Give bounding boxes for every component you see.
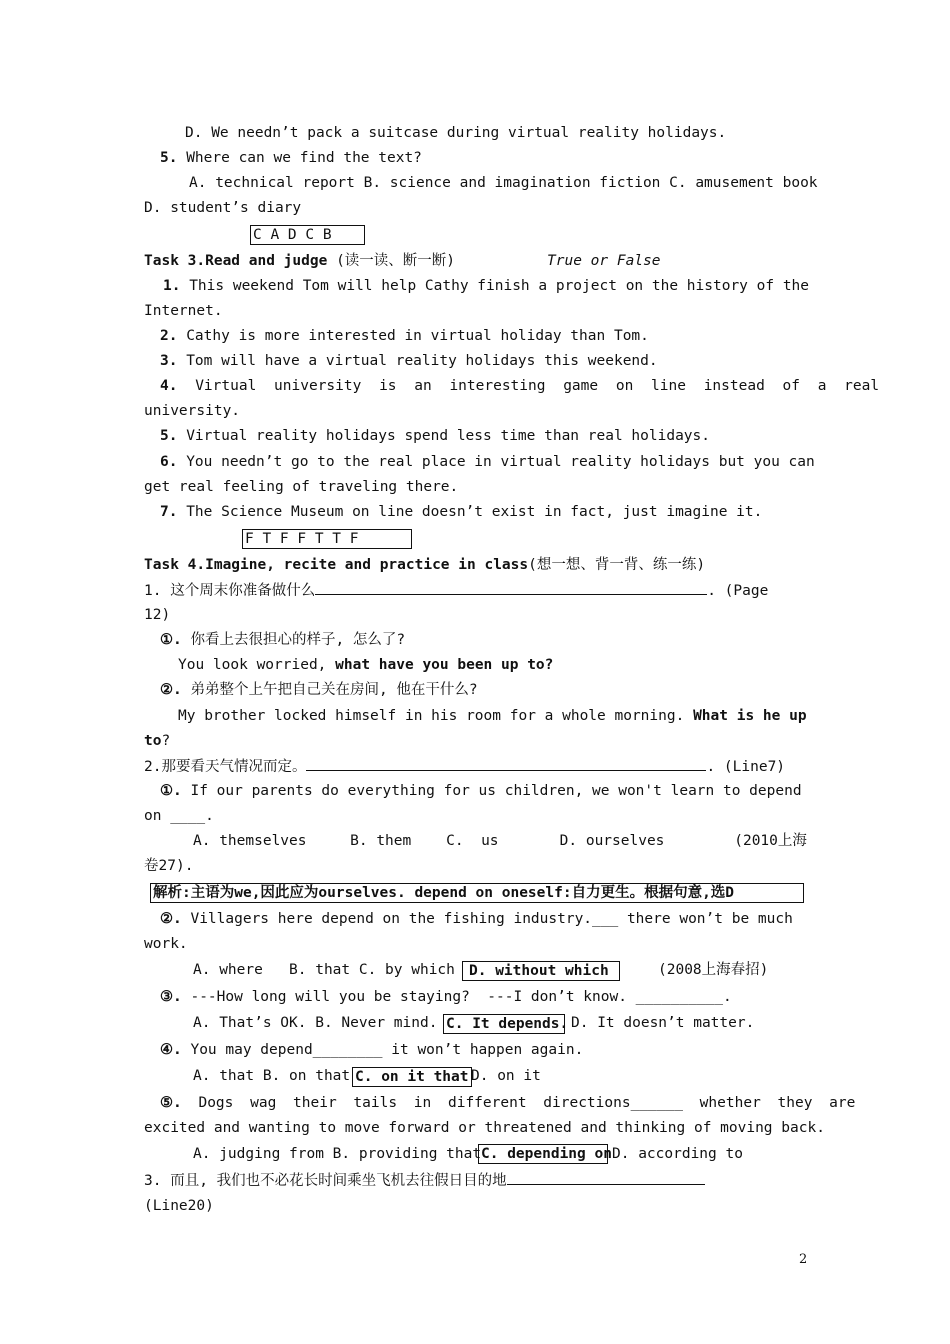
t3-item-4-cont: university. xyxy=(144,403,241,419)
s2-q5-line xyxy=(160,1093,855,1113)
s1-ex1-en-line xyxy=(178,655,553,675)
t3-item-1 xyxy=(163,276,809,296)
q5-option-d: D. student’s diary xyxy=(144,200,302,216)
t3-item-4-text: Virtual university is an interesting game on line instead of a real xyxy=(195,378,880,394)
t3-item-6 xyxy=(160,452,815,472)
s1-ex2-cn: 弟弟整个上午把自己关在房间, 他在干什么? xyxy=(190,682,478,698)
s2-q2-text: Villagers here depend on the fishing industry.___ there won’t be much xyxy=(190,911,793,927)
s2-q3-text: ---How long will you be staying? ---I don’t know. __________. xyxy=(190,989,732,1005)
t3-item-4 xyxy=(160,376,879,396)
s2-q4-answer: C. on it that xyxy=(352,1067,472,1087)
s1-prompt-line xyxy=(144,580,768,601)
s1-prompt: 1. 这个周末你准备做什么 xyxy=(144,583,316,599)
s2-q3-line xyxy=(160,987,732,1007)
s1-ex1-en-b: what have you been up to? xyxy=(335,657,554,673)
task4-title: Task 4.Imagine, recite and practice in class xyxy=(144,557,529,573)
s1-blank[interactable] xyxy=(315,580,707,595)
s3-blank[interactable] xyxy=(507,1170,705,1185)
t3-item-7-text: The Science Museum on line doesn’t exist in fact, just imagine it. xyxy=(186,504,763,520)
s3-ref: (Line20) xyxy=(144,1198,214,1214)
s2-analysis-box: 解析:主语为we,因此应为ourselves. depend on oneself:自力更生。根据句意,选D xyxy=(150,883,804,903)
s1-ex2-cn-line xyxy=(160,680,478,700)
s1-ex1-cn: 你看上去很担心的样子, 怎么了? xyxy=(190,632,406,648)
s1-ex2-en-b: What is he up xyxy=(693,708,807,724)
t3-item-1-cont: Internet. xyxy=(144,303,223,319)
t3-item-7 xyxy=(160,502,762,522)
s2-q1-line xyxy=(160,781,802,801)
s2-q4-options-a: A. that B. on that xyxy=(193,1068,351,1084)
s2-q1-options: A. themselves B. them C. us D. ourselves (2010上海 xyxy=(193,833,807,849)
s2-q5-text: Dogs wag their tails in different directions______ whether they are xyxy=(198,1095,856,1111)
t3-item-2 xyxy=(160,326,649,346)
s1-ex1-num: ①. xyxy=(160,632,182,648)
s2-q4-text: You may depend________ it won’t happen again. xyxy=(190,1042,584,1058)
task2-answer-box: C A D C B xyxy=(250,225,365,245)
t3-item-2-text: Cathy is more interested in virtual holiday than Tom. xyxy=(186,328,649,344)
task4-title-cn: (想一想、背一背、练一练) xyxy=(528,557,706,573)
s2-q2-line xyxy=(160,909,793,929)
t3-item-5-text: Virtual reality holidays spend less time than real holidays. xyxy=(186,428,710,444)
q5-options: A. technical report B. science and imagination fiction C. amusement book xyxy=(189,175,818,191)
s2-q1-num: ①. xyxy=(160,783,182,799)
q5-line xyxy=(160,148,422,168)
s2-q5-cont: excited and wanting to move forward or threatened and thinking of moving back. xyxy=(144,1120,825,1136)
s1-ex2-en-a: My brother locked himself in his room for a whole morning. xyxy=(178,708,685,724)
s1-ex2-num: ②. xyxy=(160,682,182,698)
t3-item-6-cont: get real feeling of traveling there. xyxy=(144,479,459,495)
s1-ex2-en-cont xyxy=(144,731,170,751)
s1-ref-cont: 12) xyxy=(144,607,171,623)
q5-number: 5. xyxy=(160,150,178,166)
task3-title: Task 3.Read and judge xyxy=(144,253,328,269)
t3-item-5-num: 5. xyxy=(160,428,178,444)
s2-q2-options-a: A. where B. that C. by which xyxy=(193,962,455,978)
q5-text: Where can we find the text? xyxy=(186,150,422,166)
s1-ex1-cn-line xyxy=(160,630,405,650)
s2-q2-answer: D. without which xyxy=(462,961,620,981)
task3-heading xyxy=(144,251,455,271)
t3-item-7-num: 7. xyxy=(160,504,178,520)
s2-q1-text: If our parents do everything for us children, we won't learn to depend xyxy=(190,783,802,799)
s1-ex2-en-c: to xyxy=(144,733,162,749)
s2-q5-num: ⑤. xyxy=(160,1095,182,1111)
s1-ex2-en-d: ? xyxy=(161,733,171,749)
s2-q4-options-d: D. on it xyxy=(471,1068,541,1084)
t3-item-1-num: 1. xyxy=(163,278,181,294)
t3-item-2-num: 2. xyxy=(160,328,178,344)
t3-item-6-num: 6. xyxy=(160,454,178,470)
s2-prompt: 2.那要看天气情况而定。 xyxy=(144,759,307,775)
s2-q1-source: 卷27). xyxy=(144,858,194,874)
s2-ref: . (Line7) xyxy=(706,759,786,775)
s2-q3-answer: C. It depends. xyxy=(443,1014,565,1034)
task3-title-cn: (读一读、断一断) xyxy=(336,253,456,269)
s2-prompt-line xyxy=(144,756,785,777)
t3-item-3-text: Tom will have a virtual reality holidays this weekend. xyxy=(186,353,658,369)
t3-item-1-text: This weekend Tom will help Cathy finish a project on the history of the xyxy=(189,278,810,294)
q4-option-d: D. We needn’t pack a suitcase during virtual reality holidays. xyxy=(185,125,727,141)
t3-item-3 xyxy=(160,351,658,371)
s2-q4-num: ④. xyxy=(160,1042,182,1058)
s2-q1-cont: on ____. xyxy=(144,808,214,824)
s2-q3-options-a: A. That’s OK. B. Never mind. xyxy=(193,1015,438,1031)
s3-prompt-line xyxy=(144,1170,705,1191)
s1-ex2-en-line xyxy=(178,706,807,726)
t3-item-5 xyxy=(160,426,710,446)
t3-item-3-num: 3. xyxy=(160,353,178,369)
s1-ex1-en-a: You look worried, xyxy=(178,657,327,673)
s2-q2-source: (2008上海春招) xyxy=(658,962,769,978)
s2-q3-options-d: D. It doesn’t matter. xyxy=(571,1015,755,1031)
s2-q5-answer: C. depending on xyxy=(478,1144,608,1164)
s2-q5-options-d: D. according to xyxy=(612,1146,743,1162)
s3-prompt: 3. 而且, 我们也不必花长时间乘坐飞机去往假日目的地 xyxy=(144,1173,507,1189)
s2-q4-line xyxy=(160,1040,583,1060)
task4-heading xyxy=(144,555,705,575)
s2-q2-cont: work. xyxy=(144,936,188,952)
t3-item-4-num: 4. xyxy=(160,378,178,394)
s2-q2-num: ②. xyxy=(160,911,182,927)
s2-blank[interactable] xyxy=(306,756,706,771)
s1-ref: . (Page xyxy=(707,583,769,599)
task3-answer-box: F T F F T T F xyxy=(242,529,412,549)
task3-subtitle: True or False xyxy=(547,253,661,269)
s2-q5-options-a: A. judging from B. providing that xyxy=(193,1146,482,1162)
page-number: 2 xyxy=(799,1252,808,1267)
s2-q3-num: ③. xyxy=(160,989,182,1005)
t3-item-6-text: You needn’t go to the real place in virtual reality holidays but you can xyxy=(186,454,815,470)
